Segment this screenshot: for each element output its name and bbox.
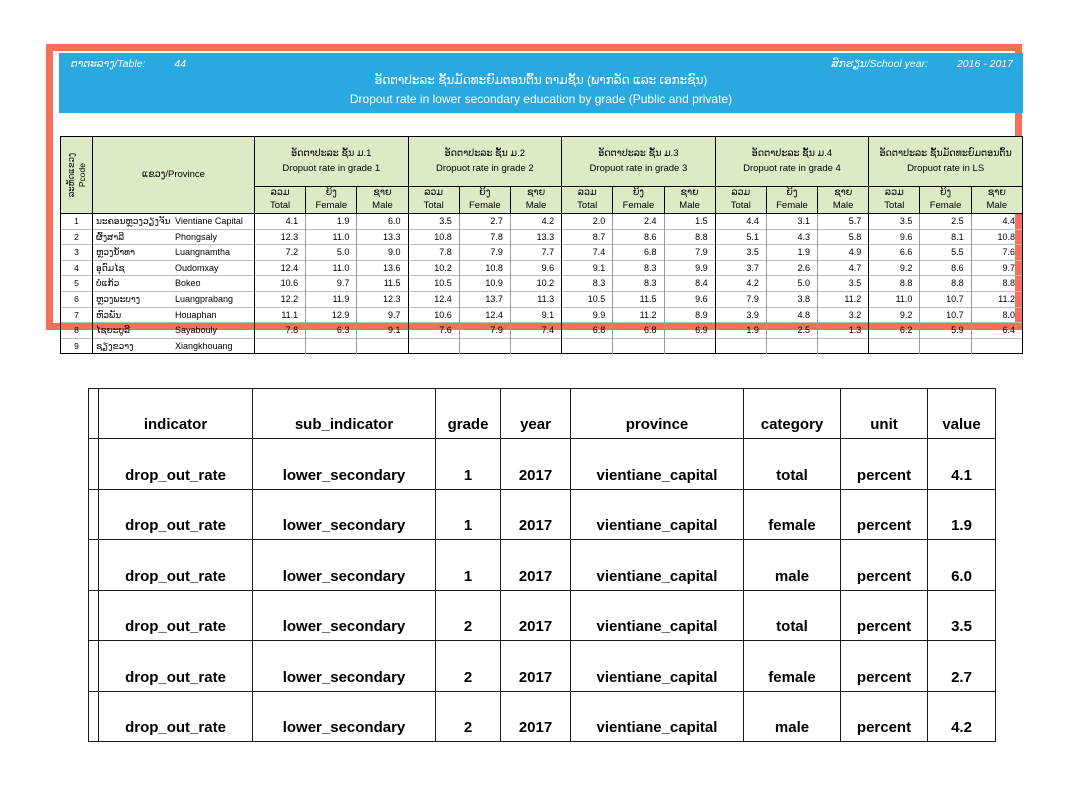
value-cell: 12.4 [408,291,459,307]
subheader-male: ຊາຍ Male [971,187,1022,214]
csv-header-blank [89,389,99,439]
value-cell: 13.3 [510,229,561,245]
value-cell: 9.7 [357,307,408,323]
province-cell: ຫົວພັນ Houaphan [93,307,255,323]
value-cell: 4.3 [766,229,817,245]
province-header: ແຂວງ/Province [93,137,255,214]
subheader-female: ຍິງ Female [306,187,357,214]
subheader-female: ຍິງ Female [920,187,971,214]
csv-cell: 2017 [501,540,571,591]
value-cell [664,338,715,354]
report-title-en: Dropout rate in lower secondary education by grade (Public and private) [349,92,733,106]
csv-cell: male [744,540,841,591]
province-row [61,291,1023,307]
value-cell: 8.4 [664,276,715,292]
value-cell: 10.6 [255,276,306,292]
csv-header-sub_indicator: sub_indicator [253,389,436,439]
csv-header-year: year [501,389,571,439]
csv-cell: 2017 [501,641,571,692]
school-year-value: 2016 - 2017 [956,58,1013,70]
pcode-cell: 4 [61,260,93,276]
value-cell: 10.2 [510,276,561,292]
value-cell: 11.2 [613,307,664,323]
value-cell [306,338,357,354]
school-year-label: ສົກຮຽນ/School year: [831,58,929,70]
pcode-cell: 8 [61,323,93,339]
value-cell: 8.8 [971,276,1022,292]
province-cell: ຜົ້ງສາລີ Phongsaly [93,229,255,245]
csv-header-indicator: indicator [99,389,253,439]
csv-cell: lower_secondary [253,439,436,490]
csv-cell: percent [841,641,928,692]
report-title-lao: ອັດຕາປະລະ ຊັ້ນມັດທະຍົມຕອນຕົ້ນ ຕາມຊັ້ນ (ພາກລັດ ແລະ ເອກະຊົນ) [374,73,708,87]
value-cell: 10.5 [562,291,613,307]
csv-cell: percent [841,439,928,490]
value-cell: 10.8 [459,260,510,276]
value-cell: 5.1 [715,229,766,245]
pcode-corner-header: ລະຫັດແຂວງ Pcode [61,137,93,214]
value-cell [920,338,971,354]
subheader-male: ຊາຍ Male [664,187,715,214]
value-cell: 13.3 [357,229,408,245]
value-cell: 8.1 [920,229,971,245]
value-cell: 9.0 [357,245,408,261]
csv-cell: lower_secondary [253,691,436,742]
value-cell: 11.2 [818,291,869,307]
csv-cell: vientiane_capital [571,590,744,641]
value-cell: 5.8 [818,229,869,245]
grade-group-header-2: ອັດຕາປະລະ ຊັ້ນ ມ.2 Dropuot rate in grade 2 [408,137,562,187]
subheader-male: ຊາຍ Male [510,187,561,214]
value-cell: 10.9 [459,276,510,292]
csv-cell: female [744,489,841,540]
csv-row [89,691,996,742]
value-cell [562,338,613,354]
value-cell: 4.9 [818,245,869,261]
csv-cell: lower_secondary [253,590,436,641]
value-cell: 2.4 [613,214,664,230]
value-cell: 12.4 [459,307,510,323]
csv-header-unit: unit [841,389,928,439]
value-cell: 3.5 [818,276,869,292]
value-cell: 3.2 [818,307,869,323]
csv-cell: percent [841,489,928,540]
value-cell: 7.8 [408,245,459,261]
value-cell: 13.6 [357,260,408,276]
csv-header-category: category [744,389,841,439]
value-cell: 8.3 [562,276,613,292]
value-cell: 1.9 [306,214,357,230]
subheader-total: ລວມ Total [715,187,766,214]
value-cell: 8.8 [664,229,715,245]
value-cell: 1.9 [715,323,766,339]
csv-cell: 2017 [501,439,571,490]
value-cell: 7.9 [715,291,766,307]
screenshot-frame [46,44,1022,351]
value-cell: 5.0 [306,245,357,261]
value-cell: 1.9 [766,245,817,261]
value-cell: 13.7 [459,291,510,307]
csv-cell: vientiane_capital [571,540,744,591]
csv-cell: lower_secondary [253,641,436,692]
csv-table [88,388,996,742]
value-cell: 10.8 [971,229,1022,245]
value-cell: 7.6 [971,245,1022,261]
subheader-male: ຊາຍ Male [357,187,408,214]
csv-header-row [89,389,996,439]
csv-cell: lower_secondary [253,540,436,591]
csv-cell: 4.1 [928,439,996,490]
value-cell: 11.0 [869,291,920,307]
value-cell: 8.8 [869,276,920,292]
value-cell: 11.0 [306,229,357,245]
report-header-top [59,53,1023,70]
value-cell: 10.8 [408,229,459,245]
value-cell: 4.2 [510,214,561,230]
csv-row [89,590,996,641]
csv-row [89,540,996,591]
value-cell: 6.4 [971,323,1022,339]
csv-cell: 2 [436,691,501,742]
grade-group-header-1: ອັດຕາປະລະ ຊັ້ນ ມ.1 Dropuot rate in grade 1 [255,137,409,187]
value-cell: 6.8 [562,323,613,339]
value-cell: 9.6 [510,260,561,276]
csv-cell: male [744,691,841,742]
province-cell: ບໍ່ແກ້ວ Bokeo [93,276,255,292]
value-cell: 11.2 [971,291,1022,307]
province-cell: ນະຄອນຫຼວງວຽງຈັນ Vientiane Capital [93,214,255,230]
csv-cell-blank [89,691,99,742]
csv-cell: vientiane_capital [571,641,744,692]
value-cell: 8.8 [920,276,971,292]
value-cell: 7.2 [255,245,306,261]
value-cell: 10.2 [408,260,459,276]
value-cell: 9.6 [664,291,715,307]
csv-cell: 2.7 [928,641,996,692]
grade-group-header-4: ອັດຕາປະລະ ຊັ້ນ ມ.4 Dropuot rate in grade 4 [715,137,869,187]
value-cell: 12.3 [255,229,306,245]
value-cell: 6.8 [613,323,664,339]
value-cell: 2.7 [459,214,510,230]
value-cell: 4.8 [766,307,817,323]
province-row [61,276,1023,292]
value-cell: 6.8 [613,245,664,261]
value-cell: 2.6 [766,260,817,276]
grade-group-header-5: ອັດຕາປະລະ ຊັ້ນມັດທະຍົມຕອນຕົ້ນ Dropuot rate in LS [869,137,1023,187]
value-cell: 7.9 [459,245,510,261]
csv-header-grade: grade [436,389,501,439]
csv-cell: total [744,590,841,641]
csv-cell: female [744,641,841,692]
province-row [61,307,1023,323]
value-cell: 11.1 [255,307,306,323]
csv-cell: percent [841,691,928,742]
value-cell [613,338,664,354]
csv-header-value: value [928,389,996,439]
value-cell: 8.7 [562,229,613,245]
csv-cell: 2017 [501,691,571,742]
csv-cell: 2 [436,590,501,641]
value-cell: 3.5 [715,245,766,261]
csv-cell: 1 [436,439,501,490]
value-cell: 11.5 [613,291,664,307]
csv-row [89,489,996,540]
value-cell: 10.6 [408,307,459,323]
value-cell: 7.9 [664,245,715,261]
value-cell [715,338,766,354]
value-cell [255,338,306,354]
value-cell: 9.9 [664,260,715,276]
csv-cell: 1.9 [928,489,996,540]
value-cell: 4.2 [715,276,766,292]
csv-row [89,439,996,490]
csv-cell: vientiane_capital [571,489,744,540]
value-cell [459,338,510,354]
subheader-female: ຍິງ Female [459,187,510,214]
value-cell: 3.9 [715,307,766,323]
value-cell: 8.3 [613,276,664,292]
value-cell: 4.4 [715,214,766,230]
value-cell: 3.7 [715,260,766,276]
csv-cell-blank [89,641,99,692]
value-cell [818,338,869,354]
subheader-total: ລວມ Total [869,187,920,214]
province-cell: ອຸດົມໄຊ Oudomxay [93,260,255,276]
csv-cell: 3.5 [928,590,996,641]
value-cell [766,338,817,354]
value-cell: 12.4 [255,260,306,276]
csv-cell: 4.2 [928,691,996,742]
value-cell: 11.5 [357,276,408,292]
value-cell: 6.9 [664,323,715,339]
value-cell: 3.5 [408,214,459,230]
pcode-cell: 1 [61,214,93,230]
csv-cell: drop_out_rate [99,439,253,490]
value-cell: 7.9 [459,323,510,339]
value-cell: 3.5 [869,214,920,230]
value-cell [510,338,561,354]
value-cell: 7.8 [255,323,306,339]
csv-cell: 2 [436,641,501,692]
table-label: ຕາຕະລາງ/Table: [71,58,146,70]
value-cell: 5.9 [920,323,971,339]
pcode-cell: 3 [61,245,93,261]
value-cell: 12.2 [255,291,306,307]
value-cell [357,338,408,354]
value-cell: 4.4 [971,214,1022,230]
csv-cell-blank [89,439,99,490]
value-cell: 7.7 [510,245,561,261]
value-cell: 9.6 [869,229,920,245]
subheader-female: ຍິງ Female [613,187,664,214]
value-cell: 10.5 [408,276,459,292]
value-cell [408,338,459,354]
grade-group-header-3: ອັດຕາປະລະ ຊັ້ນ ມ.3 Dropuot rate in grade 3 [562,137,716,187]
value-cell: 3.1 [766,214,817,230]
value-cell: 2.5 [766,323,817,339]
subheader-female: ຍິງ Female [766,187,817,214]
value-cell: 7.4 [510,323,561,339]
value-cell: 7.8 [459,229,510,245]
value-cell: 9.1 [562,260,613,276]
csv-header-province: province [571,389,744,439]
value-cell: 12.3 [357,291,408,307]
value-cell: 9.1 [510,307,561,323]
csv-cell: percent [841,590,928,641]
pcode-cell: 2 [61,229,93,245]
value-cell: 1.5 [664,214,715,230]
school-year-group [831,58,1013,70]
value-cell: 9.1 [357,323,408,339]
csv-cell: drop_out_rate [99,641,253,692]
pcode-cell: 6 [61,291,93,307]
value-cell: 11.0 [306,260,357,276]
csv-cell: drop_out_rate [99,590,253,641]
value-cell: 6.0 [357,214,408,230]
subheader-male: ຊາຍ Male [818,187,869,214]
value-cell: 11.9 [306,291,357,307]
value-cell: 10.7 [920,291,971,307]
value-cell: 6.3 [306,323,357,339]
csv-cell: 1 [436,540,501,591]
csv-cell: 1 [436,489,501,540]
value-cell: 8.0 [971,307,1022,323]
value-cell: 12.9 [306,307,357,323]
value-cell: 7.6 [408,323,459,339]
csv-cell: drop_out_rate [99,540,253,591]
value-cell: 6.6 [869,245,920,261]
value-cell: 7.4 [562,245,613,261]
province-cell: ຫຼວງນ້ຳທາ Luangnamtha [93,245,255,261]
value-cell: 4.1 [255,214,306,230]
csv-cell: 2017 [501,489,571,540]
value-cell: 1.3 [818,323,869,339]
province-cell: ຊຽງຂວາງ Xiangkhouang [93,338,255,354]
value-cell: 10.7 [920,307,971,323]
subheader-total: ລວມ Total [255,187,306,214]
value-cell: 8.9 [664,307,715,323]
table-number: 44 [174,58,187,70]
dropout-table [60,136,1023,354]
value-cell: 6.2 [869,323,920,339]
value-cell: 8.6 [613,229,664,245]
csv-cell: drop_out_rate [99,691,253,742]
value-cell [869,338,920,354]
value-cell: 9.2 [869,260,920,276]
value-cell: 5.0 [766,276,817,292]
value-cell: 5.7 [818,214,869,230]
value-cell: 2.0 [562,214,613,230]
value-cell: 5.5 [920,245,971,261]
csv-cell: percent [841,540,928,591]
value-cell: 4.7 [818,260,869,276]
subheader-total: ລວມ Total [562,187,613,214]
report-header [59,53,1023,113]
subheader-total: ລວມ Total [408,187,459,214]
pcode-cell: 5 [61,276,93,292]
province-row [61,323,1023,339]
csv-row [89,641,996,692]
table-label-group [71,58,186,70]
pcode-cell: 7 [61,307,93,323]
province-row [61,214,1023,230]
province-row [61,260,1023,276]
value-cell: 9.7 [306,276,357,292]
province-row [61,338,1023,354]
value-cell: 9.9 [562,307,613,323]
value-cell: 9.2 [869,307,920,323]
csv-cell: total [744,439,841,490]
csv-cell: lower_secondary [253,489,436,540]
province-row [61,229,1023,245]
csv-cell: 6.0 [928,540,996,591]
csv-cell-blank [89,489,99,540]
pcode-cell: 9 [61,338,93,354]
province-cell: ໄຊຍະບູລີ Sayabouly [93,323,255,339]
csv-cell: vientiane_capital [571,439,744,490]
value-cell: 2.5 [920,214,971,230]
province-cell: ຫຼວງພະບາງ Luangprabang [93,291,255,307]
csv-cell: 2017 [501,590,571,641]
value-cell: 3.8 [766,291,817,307]
value-cell: 8.3 [613,260,664,276]
value-cell: 8.6 [920,260,971,276]
province-row [61,245,1023,261]
csv-cell: vientiane_capital [571,691,744,742]
csv-cell-blank [89,540,99,591]
csv-cell: drop_out_rate [99,489,253,540]
value-cell: 11.3 [510,291,561,307]
value-cell: 9.7 [971,260,1022,276]
dropout-table-header [61,137,1023,214]
value-cell [971,338,1022,354]
csv-cell-blank [89,590,99,641]
